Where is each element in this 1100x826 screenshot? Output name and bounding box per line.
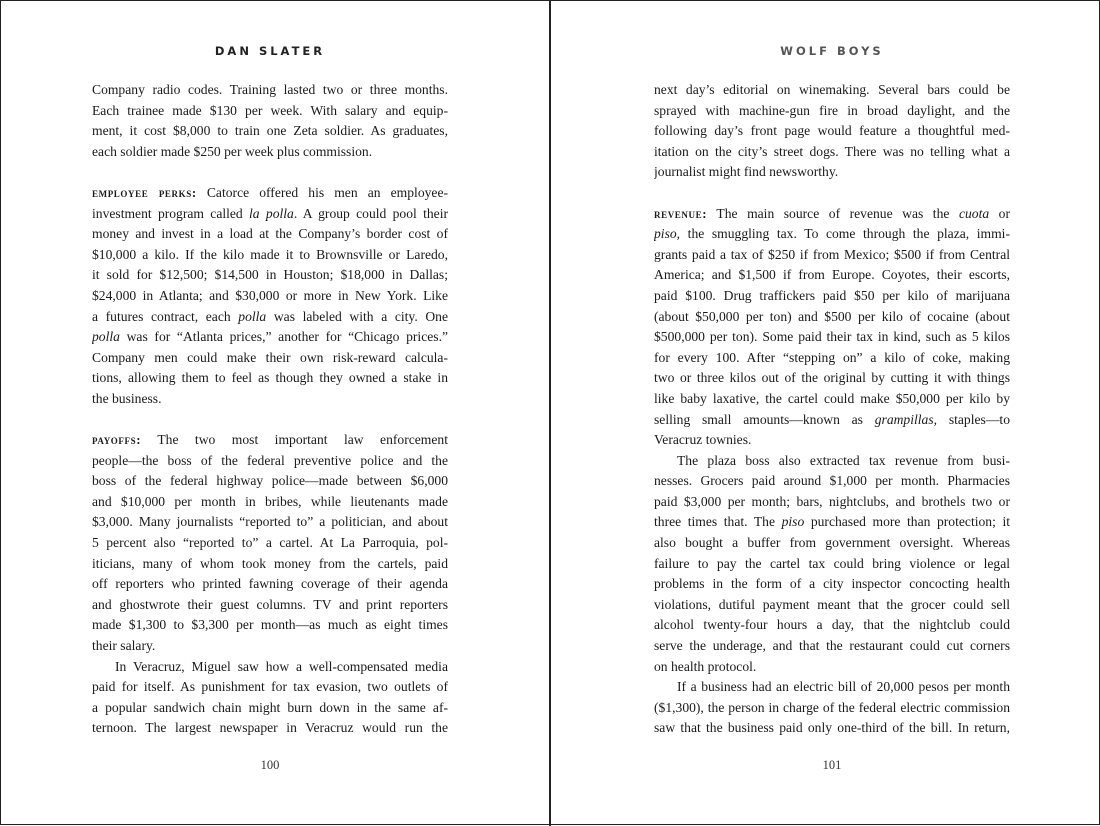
text-line bbox=[654, 389, 1010, 410]
text-run: itation on the city’s street dogs. There was no telling what a bbox=[654, 143, 1010, 159]
text-run: boss of the federal highway police—made between $6,000 bbox=[92, 473, 448, 489]
text-line bbox=[92, 327, 448, 348]
text-line bbox=[92, 121, 448, 142]
text-run: America; and $1,500 if from Europe. Coyotes, their escorts, bbox=[654, 267, 1010, 283]
text-run: three times that. The bbox=[654, 514, 782, 530]
text-line bbox=[654, 245, 1010, 266]
text-run: investment program called bbox=[92, 205, 250, 221]
text-run: money and invest in a load at the Company’s border cost of bbox=[92, 226, 448, 242]
text-run: If a business had an electric bill of 20,000 pesos per month bbox=[677, 679, 1010, 695]
running-head-title: WOLF BOYS bbox=[780, 44, 884, 58]
text-line bbox=[92, 471, 448, 492]
text-line bbox=[92, 698, 448, 719]
italic-term: piso bbox=[654, 226, 677, 242]
text-run: purchased more than protection; it bbox=[804, 514, 1010, 530]
text-run: next day’s editorial on winemaking. Several bars could be bbox=[654, 82, 1010, 97]
text-line bbox=[92, 142, 448, 163]
text-run: following day’s front page would feature a thoughtful med- bbox=[654, 123, 1010, 139]
text-run: it sold for $12,500; $14,500 in Houston; $18,000 in Dallas; bbox=[92, 267, 448, 283]
text-run: selling small amounts—known as bbox=[654, 411, 875, 427]
text-line bbox=[654, 554, 1010, 575]
text-line bbox=[654, 471, 1010, 492]
text-run: Company men could make their own risk-reward calcula- bbox=[92, 349, 448, 365]
text-run: and ghostwrote their guest columns. TV and print reporters bbox=[92, 596, 448, 612]
text-line bbox=[92, 574, 448, 595]
text-line bbox=[92, 657, 448, 678]
text-run: nesses. Grocers paid around $1,000 per month. Pharmacies bbox=[654, 473, 1010, 489]
paragraph-break bbox=[92, 410, 448, 431]
text-line bbox=[654, 265, 1010, 286]
text-run: serve the underage, and that the restaurant could cut corners bbox=[654, 638, 1010, 654]
italic-term: polla bbox=[238, 308, 267, 324]
text-line bbox=[92, 265, 448, 286]
paragraph-break bbox=[654, 183, 1010, 204]
text-run: also bought a buffer from government oversight. Whereas bbox=[654, 535, 1010, 551]
text-run: ($1,300), the person in charge of the federal electric commission bbox=[654, 699, 1010, 715]
text-line bbox=[654, 101, 1010, 122]
text-run: their salary. bbox=[92, 638, 156, 654]
text-run: staples—to bbox=[937, 411, 1010, 427]
text-run: was labeled with a city. One bbox=[266, 308, 448, 324]
italic-term: la polla bbox=[249, 205, 294, 221]
text-line bbox=[92, 80, 448, 101]
text-run: or bbox=[989, 205, 1010, 221]
text-run: paid $100. Drug traffickers paid $50 per kilo of marijuana bbox=[654, 287, 1010, 303]
text-run: failure to pay the cartel tax could bring violence or legal bbox=[654, 555, 1010, 571]
text-run: on health protocol. bbox=[654, 658, 757, 674]
text-line bbox=[654, 657, 1010, 678]
text-run: The two most important law enforcement bbox=[141, 432, 448, 448]
text-run: In Veracruz, Miguel saw how a well-compensated media bbox=[115, 658, 448, 674]
text-run: and $10,000 per month in bribes, while lieutenants made bbox=[92, 493, 448, 509]
text-line bbox=[92, 533, 448, 554]
paragraph-break bbox=[92, 162, 448, 183]
text-line bbox=[92, 615, 448, 636]
text-run: , the smuggling tax. To come through the plaza, immi- bbox=[676, 226, 1010, 242]
text-line bbox=[654, 574, 1010, 595]
text-line bbox=[92, 595, 448, 616]
text-line bbox=[654, 348, 1010, 369]
text-run: Each trainee made $130 per week. With salary and equip- bbox=[92, 102, 448, 118]
text-run: $3,000. Many journalists “reported to” a politician, and about bbox=[92, 514, 448, 530]
text-line bbox=[92, 554, 448, 575]
text-run: each soldier made $250 per week plus commission. bbox=[92, 143, 373, 159]
text-line bbox=[92, 224, 448, 245]
text-line bbox=[654, 636, 1010, 657]
text-line bbox=[654, 286, 1010, 307]
running-head-author: DAN SLATER bbox=[214, 44, 326, 58]
text-line bbox=[654, 410, 1010, 431]
section-run-in-heading: employee perks: bbox=[92, 184, 197, 200]
text-line bbox=[654, 512, 1010, 533]
text-run: the business. bbox=[92, 390, 162, 406]
text-line bbox=[654, 698, 1010, 719]
text-run: for every 100. After “stepping on” a kilo of coke, making bbox=[654, 349, 1010, 365]
text-run: paid for itself. As punishment for tax evasion, two outlets of bbox=[92, 679, 448, 695]
text-run: 5 percent also “reported to” a cartel. At La Parroquia, pol- bbox=[92, 535, 448, 551]
text-line bbox=[654, 615, 1010, 636]
text-line bbox=[92, 389, 448, 410]
text-run: . A group could pool their bbox=[293, 205, 448, 221]
text-run: saw that the business paid only one-third of the bill. In return, bbox=[654, 720, 1010, 736]
italic-term: polla bbox=[92, 329, 120, 345]
text-line bbox=[92, 492, 448, 513]
italic-term: piso bbox=[781, 514, 805, 530]
text-line bbox=[92, 101, 448, 122]
text-line bbox=[92, 245, 448, 266]
text-line bbox=[654, 80, 1010, 101]
text-run: off reporters who printed fawning coverage of their agenda bbox=[92, 576, 448, 592]
text-line bbox=[654, 224, 1010, 245]
text-line bbox=[92, 307, 448, 328]
text-run: ternoon. The largest newspaper in Veracruz would run the bbox=[92, 720, 448, 736]
right-page bbox=[654, 1, 1010, 826]
text-line bbox=[654, 142, 1010, 163]
text-run: a popular sandwich chain might burn down in the same af- bbox=[92, 699, 448, 715]
text-line bbox=[92, 677, 448, 698]
section-run-in-heading: payoffs: bbox=[92, 432, 142, 448]
text-line bbox=[654, 121, 1010, 142]
left-page-body bbox=[92, 80, 448, 739]
page-number: 100 bbox=[260, 758, 280, 772]
text-line bbox=[654, 718, 1010, 739]
italic-term: grampillas, bbox=[874, 411, 938, 427]
text-run: (about $50,000 per ton) and $500 per kilo of cocaine (about bbox=[654, 308, 1010, 324]
text-run: tions, allowing them to feel as though they owned a stake in bbox=[92, 370, 448, 386]
page-gutter-divider bbox=[549, 1, 551, 826]
text-run: $24,000 in Atlanta; and $30,000 or more in New York. Like bbox=[92, 287, 448, 303]
italic-term: cuota bbox=[958, 205, 990, 221]
left-page bbox=[92, 1, 448, 826]
text-run: sprayed with machine-gun fire in broad daylight, and the bbox=[654, 102, 1010, 118]
text-line bbox=[654, 533, 1010, 554]
text-line bbox=[92, 348, 448, 369]
text-line bbox=[92, 204, 448, 225]
text-line bbox=[92, 183, 448, 204]
text-run: was for “Atlanta prices,” another for “Chicago prices.” bbox=[119, 329, 448, 345]
page-number: 101 bbox=[822, 758, 842, 772]
right-page-body bbox=[654, 80, 1010, 739]
text-line bbox=[654, 451, 1010, 472]
text-line bbox=[654, 307, 1010, 328]
text-line bbox=[654, 677, 1010, 698]
text-run: Veracruz townies. bbox=[654, 432, 752, 448]
text-line bbox=[654, 430, 1010, 451]
text-line bbox=[654, 595, 1010, 616]
text-run: Catorce offered his men an employee- bbox=[196, 184, 448, 200]
text-run: grants paid a tax of $250 if from Mexico; $500 if from Central bbox=[654, 246, 1010, 262]
text-line bbox=[92, 512, 448, 533]
text-run: $500,000 per ton). Some paid their tax in kind, such as 5 kilos bbox=[654, 329, 1010, 345]
text-line bbox=[654, 204, 1010, 225]
section-run-in-heading: revenue: bbox=[654, 205, 708, 221]
text-run: paid $3,000 per month; bars, nightclubs, and brothels two or bbox=[654, 493, 1010, 509]
text-line bbox=[92, 430, 448, 451]
text-run: The plaza boss also extracted tax revenue from busi- bbox=[677, 452, 1010, 468]
text-run: ment, it cost $8,000 to train one Zeta soldier. As graduates, bbox=[92, 123, 448, 139]
text-run: people—the boss of the federal preventive police and the bbox=[92, 452, 448, 468]
text-line bbox=[92, 451, 448, 472]
text-run: like baby laxative, the cartel could make $50,000 per kilo by bbox=[654, 390, 1010, 406]
text-line bbox=[654, 492, 1010, 513]
text-run: Company radio codes. Training lasted two or three months. bbox=[92, 82, 448, 97]
text-line bbox=[92, 636, 448, 657]
text-run: made $1,300 to $3,300 per month—as much as eight times bbox=[92, 617, 448, 633]
text-line bbox=[92, 286, 448, 307]
text-line bbox=[654, 162, 1010, 183]
text-run: $10,000 a kilo. If the kilo made it to Brownsville or Laredo, bbox=[92, 246, 448, 262]
text-line bbox=[654, 327, 1010, 348]
text-run: The main source of revenue was the bbox=[707, 205, 959, 221]
text-run: violations, dutiful payment meant that the grocer could sell bbox=[654, 596, 1010, 612]
text-line bbox=[654, 368, 1010, 389]
text-line bbox=[92, 718, 448, 739]
text-run: iticians, many of whom took money from the cartels, paid bbox=[92, 555, 448, 571]
text-run: problems in the form of a city inspector concocting health bbox=[654, 576, 1010, 592]
text-run: two or three kilos out of the original by cutting it with things bbox=[654, 370, 1010, 386]
text-run: journalist might find newsworthy. bbox=[654, 164, 839, 180]
text-line bbox=[92, 368, 448, 389]
text-run: a futures contract, each bbox=[92, 308, 239, 324]
text-run: alcohol twenty-four hours a day, that the nightclub could bbox=[654, 617, 1010, 633]
